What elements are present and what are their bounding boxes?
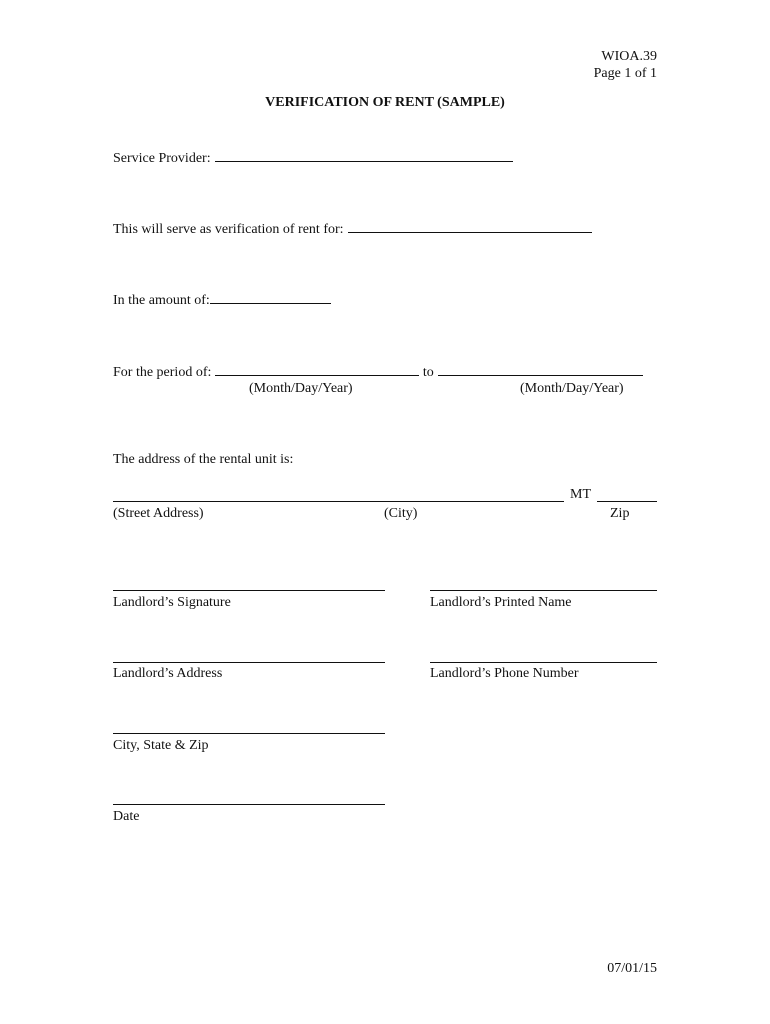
revision-date: 07/01/15 xyxy=(607,961,657,976)
period-row xyxy=(113,363,643,381)
landlord-signature-line[interactable] xyxy=(113,590,385,591)
landlord-printed-name-line[interactable] xyxy=(430,590,657,591)
amount-label: In the amount of: xyxy=(113,293,210,308)
landlord-phone-label: Landlord’s Phone Number xyxy=(430,666,579,681)
service-provider-field[interactable] xyxy=(215,149,513,162)
landlord-address-label: Landlord’s Address xyxy=(113,666,223,681)
period-to-hint: (Month/Day/Year) xyxy=(520,381,624,396)
landlord-address-line[interactable] xyxy=(113,662,385,663)
period-to-word: to xyxy=(422,365,434,380)
verification-row xyxy=(113,220,592,238)
date-line[interactable] xyxy=(113,804,385,805)
period-to-field[interactable] xyxy=(438,363,643,376)
zip-line[interactable] xyxy=(597,501,657,502)
city-state-zip-line[interactable] xyxy=(113,733,385,734)
verification-field[interactable] xyxy=(348,220,592,233)
period-from-hint: (Month/Day/Year) xyxy=(249,381,353,396)
amount-field[interactable] xyxy=(210,291,331,304)
form-id: WIOA.39 xyxy=(601,49,657,64)
landlord-phone-line[interactable] xyxy=(430,662,657,663)
landlord-signature-label: Landlord’s Signature xyxy=(113,595,231,610)
street-city-line[interactable] xyxy=(113,501,564,502)
page-indicator: Page 1 of 1 xyxy=(593,66,657,81)
document-title: VERIFICATION OF RENT (SAMPLE) xyxy=(265,95,505,110)
city-state-zip-label: City, State & Zip xyxy=(113,738,209,753)
state-label: MT xyxy=(570,487,591,502)
address-intro: The address of the rental unit is: xyxy=(113,452,294,467)
zip-hint: Zip xyxy=(610,506,630,521)
period-from-field[interactable] xyxy=(215,363,419,376)
service-provider-row xyxy=(113,149,513,167)
street-hint: (Street Address) xyxy=(113,506,204,521)
verification-label: This will serve as verification of rent for: xyxy=(113,222,344,237)
service-provider-label: Service Provider: xyxy=(113,151,211,166)
landlord-printed-name-label: Landlord’s Printed Name xyxy=(430,595,572,610)
city-hint: (City) xyxy=(384,506,418,521)
date-label: Date xyxy=(113,809,140,824)
amount-row xyxy=(113,291,331,309)
period-label: For the period of: xyxy=(113,365,212,380)
